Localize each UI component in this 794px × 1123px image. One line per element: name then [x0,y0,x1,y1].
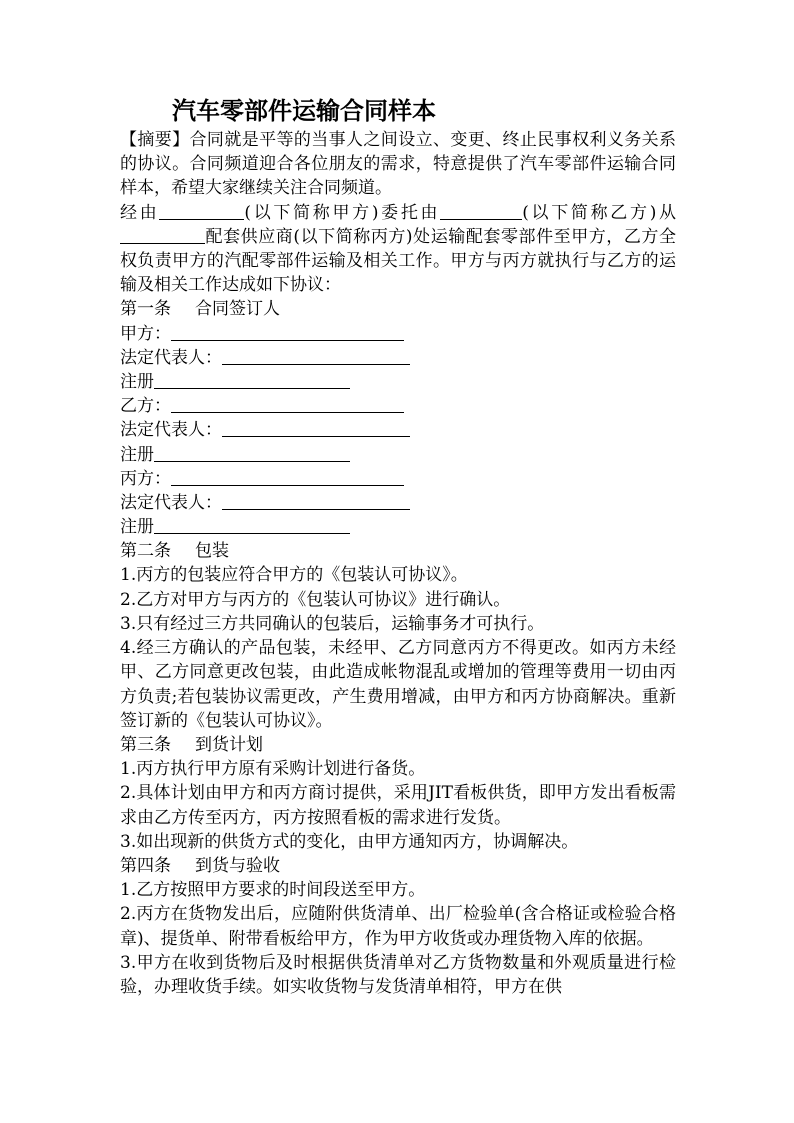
party-a-name-blank [171,323,404,341]
party-b-register-blank [154,444,350,462]
party-a-register-blank [154,371,350,389]
party-c-blank [120,226,205,244]
article-2-name: 包装 [195,541,229,562]
party-a-rep-line [120,346,676,370]
summary-paragraph: 【摘要】合同就是平等的当事人之间设立、变更、终止民事权利义务关系的协议。合同频道迎合各位朋友的需求，特意提供了汽车零部件运输合同样本，希望大家继续关注合同频道。 [120,130,676,199]
article-2-number: 第二条 [120,541,171,562]
article-2-heading [120,539,676,563]
party-b-name-blank [171,395,404,413]
party-b-rep-line [120,418,676,442]
party-c-label: 丙方： [120,468,171,489]
article-4-number: 第四条 [120,855,171,876]
document-title: 汽车零部件运输合同样本 [172,96,436,125]
party-c-register-blank [154,516,350,534]
party-c-rep-blank [222,492,410,510]
intro-text-2: (以下简称甲方)委托由 [244,202,441,223]
party-b-register-line [120,443,676,467]
party-c-rep-line [120,491,676,515]
intro-text-1: 经由 [120,202,160,223]
party-a-register-label: 注册 [120,371,154,392]
article-2-item: 1.丙方的包装应符合甲方的《包装认可协议》。 [120,565,468,586]
article-1-number: 第一条 [120,299,171,320]
party-a-line [120,322,676,346]
intro-text-3: (以下简称乙方)从 [522,202,677,223]
party-a-register-line [120,370,676,394]
article-1-name: 合同签订人 [195,299,280,320]
party-a-rep-blank [222,347,410,365]
party-b-label: 乙方： [120,396,171,417]
article-1-heading [120,297,676,321]
party-b-rep-label: 法定代表人： [120,420,222,441]
intro-text-4: 配套供应商(以下简称丙方)处运输配套零部件至甲方，乙方全权负责甲方的汽配零部件运输及相关工作。甲方与丙方就执行与乙方的运输及相关工作达成如下协议： [120,226,676,296]
party-c-line [120,467,676,491]
party-a-rep-label: 法定代表人： [120,347,222,368]
article-4-name: 到货与验收 [195,855,280,876]
party-c-name-blank [171,468,404,486]
intro-paragraph [120,201,676,298]
document-page [120,94,676,999]
party-c-register-line [120,515,676,539]
article-4-item: 2.丙方在货物发出后，应随附供货清单、出厂检验单(含合格证或检验合格章)、提货单、附带看板给甲方，作为甲方收货或办理货物入库的依据。 [120,904,676,949]
party-b-register-label: 注册 [120,444,154,465]
party-c-register-label: 注册 [120,517,154,538]
article-4-item: 3.甲方在收到货物后及时根据供货清单对乙方货物数量和外观质量进行检验，办理收货手续。如实收货物与发货清单相符，甲方在供 [120,952,676,997]
party-a-blank [159,202,244,220]
article-3-item: 1.丙方执行甲方原有采购计划进行备货。 [120,759,426,780]
party-a-label: 甲方： [120,323,171,344]
party-b-rep-blank [222,419,410,437]
party-c-rep-label: 法定代表人： [120,492,222,513]
article-3-heading [120,733,676,757]
party-b-blank [440,202,522,220]
article-2-item: 3.只有经过三方共同确认的包装后，运输事务才可执行。 [120,613,545,634]
article-3-item: 3.如出现新的供货方式的变化，由甲方通知丙方，协调解决。 [120,831,579,852]
article-2-item: 4.经三方确认的产品包装，未经甲、乙方同意丙方不得更改。如丙方未经甲、乙方同意更改包装，由此造成帐物混乱或增加的管理等费用一切由丙方负责;若包装协议需更改，产生费用增减，由甲方和丙方协商解决。重新签订新的《包装认可协议》。 [120,638,676,731]
party-b-line [120,394,676,418]
article-4-heading [120,854,676,878]
article-3-item: 2.具体计划由甲方和丙方商讨提供，采用JIT看板供货，即甲方发出看板需求由乙方传至丙方，丙方按照看板的需求进行发货。 [120,783,676,828]
article-2-item: 2.乙方对甲方与丙方的《包装认可协议》进行确认。 [120,589,511,610]
article-3-number: 第三条 [120,734,171,755]
article-3-name: 到货计划 [195,734,263,755]
article-4-item: 1.乙方按照甲方要求的时间段送至甲方。 [120,880,426,901]
